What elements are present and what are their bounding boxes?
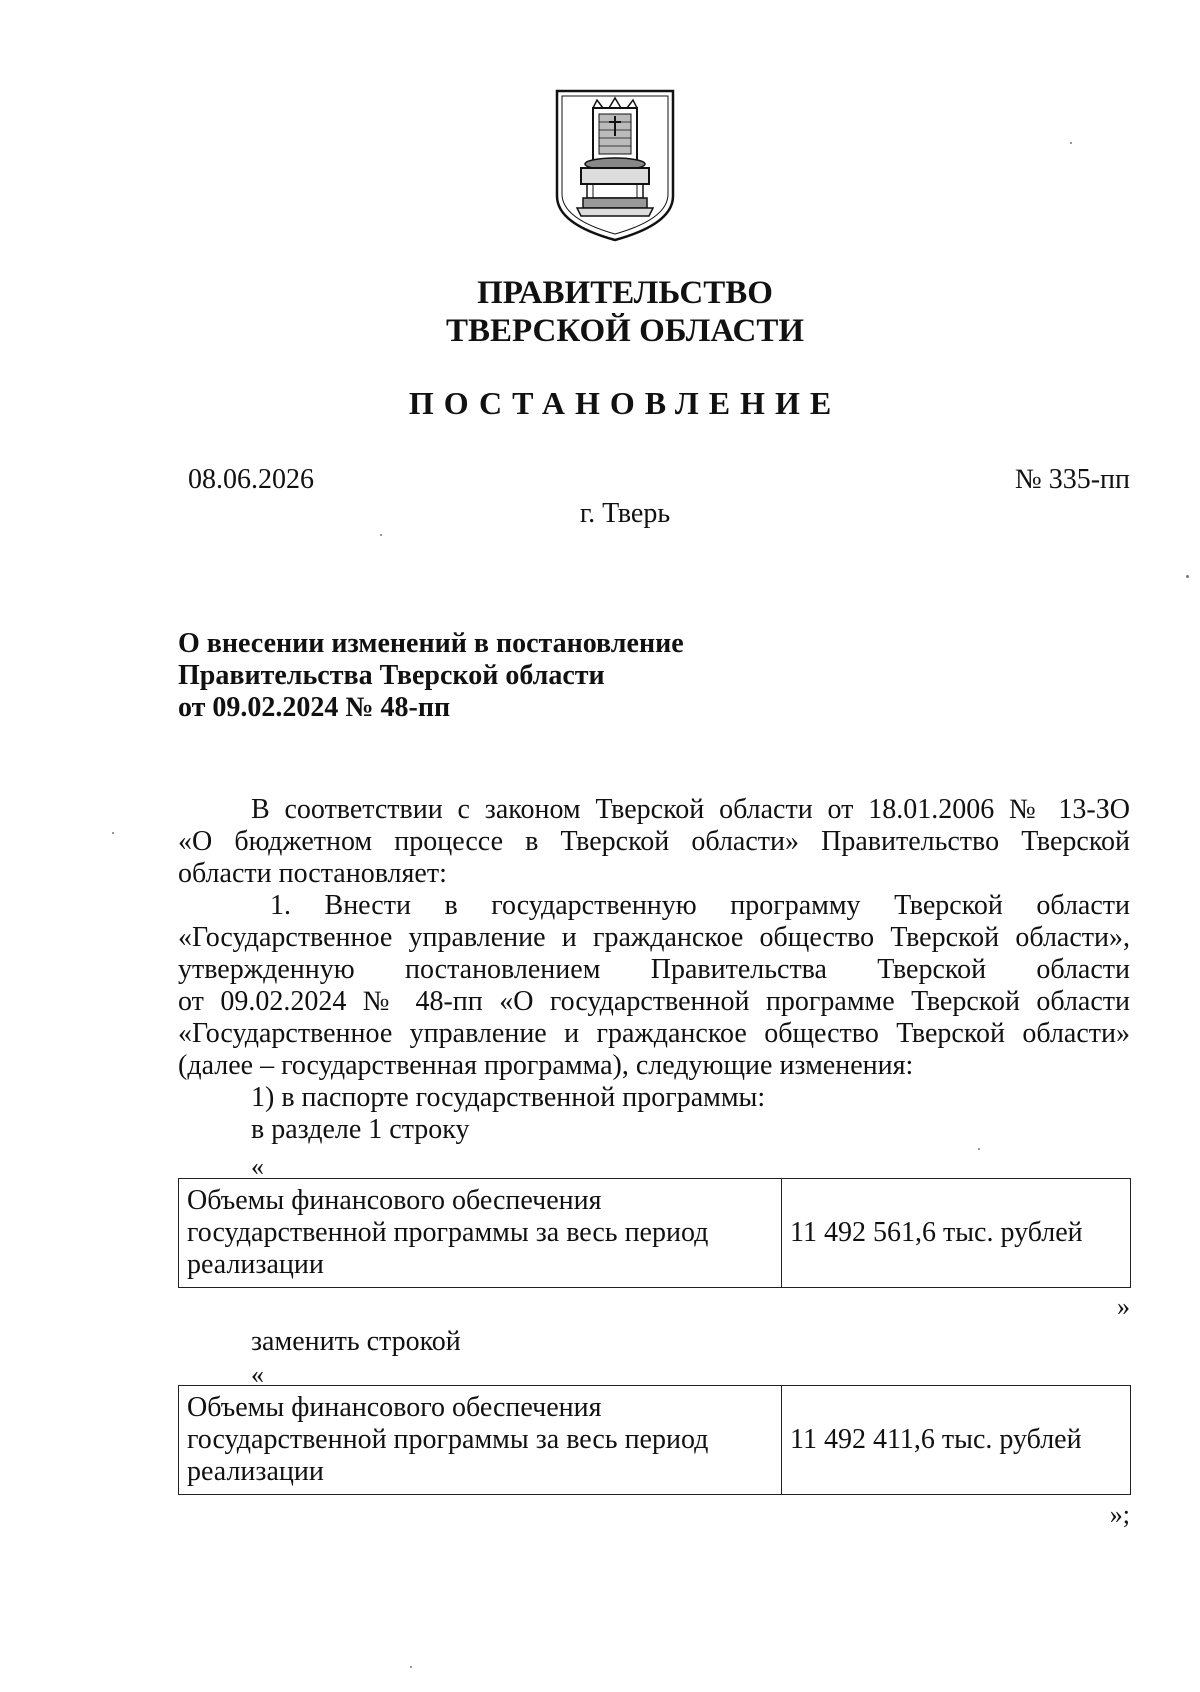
scan-speck — [978, 1148, 980, 1150]
table-cell-value: 11 492 411,6 тыс. рублей — [782, 1386, 1131, 1495]
open-quote: « — [251, 1360, 264, 1389]
table-row — [179, 1179, 1131, 1288]
subject-line: от 09.02.2024 № 48-пп — [178, 692, 451, 723]
close-quote: » — [1117, 1292, 1130, 1321]
body-line: области постановляет: — [178, 858, 447, 889]
body-line: от 09.02.2024 № 48-пп «О государственной программе Тверской области — [178, 986, 1130, 1017]
body-line: «О бюджетном процессе в Тверской области» Правительство Тверской — [178, 826, 1130, 857]
scan-speck — [1186, 575, 1189, 578]
table-cell-label — [179, 1179, 782, 1288]
body-line: утвержденную постановлением Правительства Тверской области — [178, 954, 1130, 985]
new-financing-table — [178, 1385, 1131, 1495]
cell-text: реализации — [187, 1249, 324, 1280]
document-type: ПОСТАНОВЛЕНИЕ — [408, 385, 842, 421]
body-line: «Государственное управление и гражданское общество Тверской области» — [178, 1018, 1130, 1049]
table-cell-value: 11 492 561,6 тыс. рублей — [782, 1179, 1131, 1288]
old-financing-table — [178, 1178, 1131, 1288]
cell-text: Объемы финансового обеспечения — [187, 1185, 602, 1216]
subject-line: О внесении изменений в постановление — [178, 628, 684, 659]
document-date: 08.06.2026 — [188, 464, 314, 495]
government-title-line2: ТВЕРСКОЙ ОБЛАСТИ — [445, 313, 805, 349]
body-line: 1) в паспорте государственной программы: — [251, 1082, 766, 1113]
body-line: 1. Внести в государственную программу Тверской области — [270, 890, 1130, 921]
cell-text: реализации — [187, 1456, 324, 1487]
scan-speck — [1070, 142, 1072, 144]
close-quote: »; — [1109, 1500, 1130, 1529]
government-title-line1: ПРАВИТЕЛЬСТВО — [477, 275, 773, 311]
body-line: в разделе 1 строку — [251, 1114, 470, 1145]
body-line: «Государственное управление и гражданское общество Тверской области», — [178, 922, 1130, 953]
open-quote: « — [251, 1152, 264, 1181]
body-line: (далее – государственная программа), следующие изменения: — [178, 1050, 914, 1081]
table-row — [179, 1386, 1131, 1495]
replace-with-label: заменить строкой — [251, 1326, 461, 1357]
scan-speck — [380, 534, 382, 536]
table-cell-label — [179, 1386, 782, 1495]
body-line: В соответствии с законом Тверской области от 18.01.2006 № 13-ЗО — [251, 794, 1130, 825]
subject-line: Правительства Тверской области — [178, 660, 605, 691]
document-city: г. Тверь — [579, 498, 671, 529]
document-body — [178, 794, 1130, 1146]
document-number: № 335-пп — [1014, 464, 1130, 495]
scan-speck — [112, 832, 114, 834]
cell-text: Объемы финансового обеспечения — [187, 1392, 602, 1423]
document-subject — [178, 628, 684, 724]
scan-speck — [410, 1666, 412, 1668]
cell-text: государственной программы за весь период — [187, 1424, 709, 1455]
cell-text: государственной программы за весь период — [187, 1217, 709, 1248]
coat-of-arms-icon — [553, 88, 677, 242]
